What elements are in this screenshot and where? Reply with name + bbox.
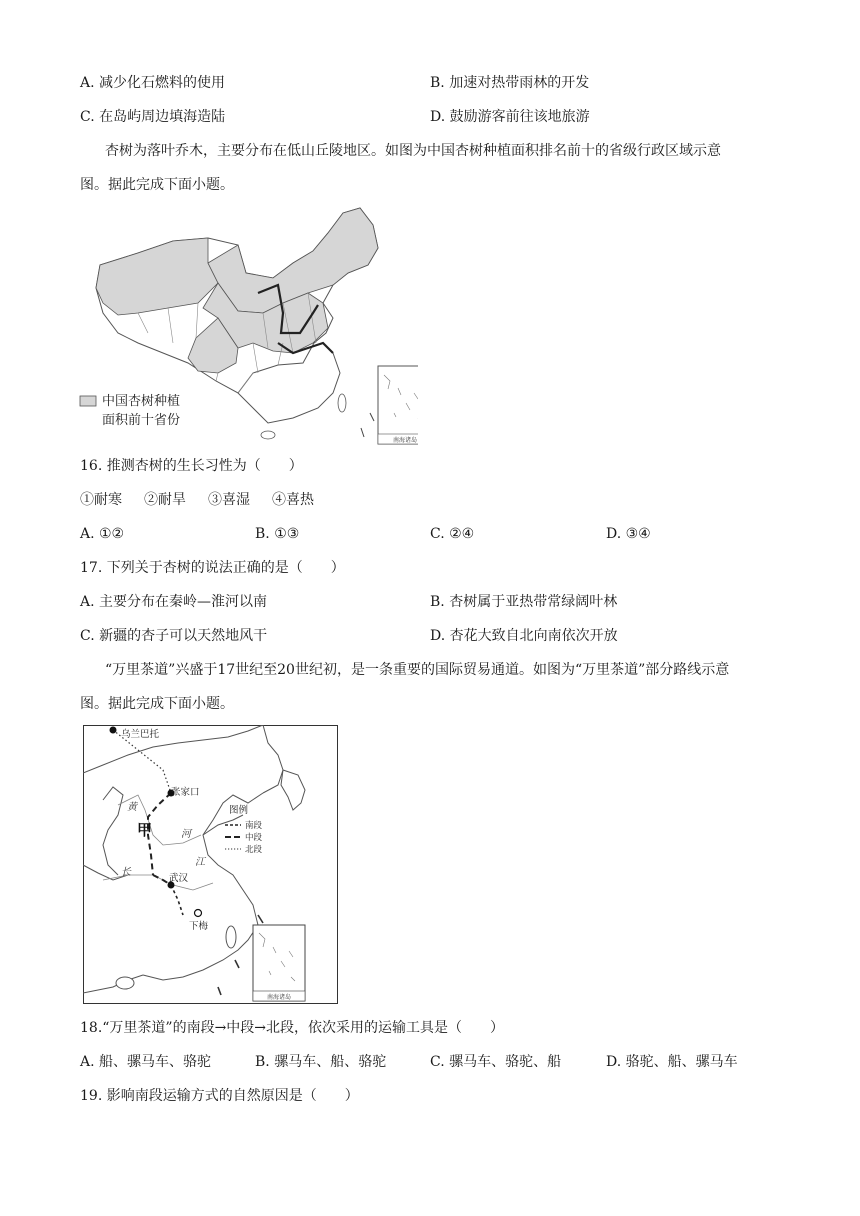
region-label-jia: 甲 [137,821,153,839]
tea-intro-line2: 图。据此完成下面小题。 [80,696,234,712]
q18-option-b: B. 骡马车、船、骆驼 [255,1054,387,1070]
q16-stem: 16. 推测杏树的生长习性为（ ） [80,458,303,474]
q18-stem: 18.“万里茶道”的南段→中段→北段，依次采用的运输工具是（ ） [80,1020,505,1036]
q16-item-1: ①耐寒 [80,492,122,508]
map1-legend-line2: 面积前十省份 [102,413,181,428]
legend-label-middle: 中段 [245,833,263,843]
q18-option-c: C. 骡马车、骆驼、船 [430,1054,562,1070]
tea-intro-line1: “万里茶道”兴盛于17世纪至20世纪初，是一条重要的国际贸易通道。如图为“万里茶道”部分路线示意 [105,662,730,678]
map1-legend-swatch [80,396,96,406]
q16-option-c: C. ②④ [430,526,475,542]
q17-option-c: C. 新疆的杏子可以天然地风干 [80,628,268,644]
china-apricot-map [78,203,418,445]
map2-legend-title: 图例 [229,805,249,816]
q18-option-a: A. 船、骡马车、骆驼 [80,1054,212,1070]
map1-legend-line1: 中国杏树种植 [102,394,181,409]
legend-label-north: 北段 [245,845,263,855]
q16-items [80,490,314,510]
city-label-ulaanbaatar: 乌兰巴托 [121,729,160,740]
map2-inset-label: 南海诸岛 [266,994,292,1001]
q17-option-d: D. 杏花大致自北向南依次开放 [430,628,618,644]
river-label-jiang: 江 [195,857,205,868]
q17-stem: 17. 下列关于杏树的说法正确的是（ ） [80,560,345,576]
q19-stem: 19. 影响南段运输方式的自然原因是（ ） [80,1088,359,1104]
apricot-intro-line2: 图。据此完成下面小题。 [80,177,234,193]
q15-option-b: B. 加速对热带雨林的开发 [430,75,590,91]
city-marker-ulaanbaatar [110,727,117,734]
q17-option-a: A. 主要分布在秦岭—淮河以南 [80,594,268,610]
q16-item-3: ③喜湿 [208,492,250,508]
map1-inset-label: 南海诸岛 [392,437,418,444]
city-marker-xiamei [195,910,202,917]
q16-option-d: D. ③④ [606,526,651,542]
river-label-huang: 黄 [127,802,137,813]
q16-item-2: ②耐旱 [144,492,186,508]
city-label-zhangjiakou: 张家口 [171,787,200,798]
q16-option-a: A. ①② [80,526,125,542]
q18-option-d: D. 骆驼、船、骡马车 [606,1054,738,1070]
q15-option-a: A. 减少化石燃料的使用 [80,75,226,91]
legend-label-south: 南段 [245,821,263,831]
q15-option-c: C. 在岛屿周边填海造陆 [80,109,226,125]
q16-option-b: B. ①③ [255,526,300,542]
apricot-intro-line1: 杏树为落叶乔木，主要分布在低山丘陵地区。如图为中国杏树种植面积排名前十的省级行政区域示意 [105,143,721,159]
river-label-chang: 长 [121,867,131,878]
q15-option-d: D. 鼓励游客前往该地旅游 [430,109,590,125]
tea-road-map [83,725,339,1005]
river-label-he: 河 [181,829,191,840]
q16-item-4: ④喜热 [272,492,314,508]
city-label-xiamei: 下梅 [189,921,209,932]
city-label-wuhan: 武汉 [169,873,189,884]
q17-option-b: B. 杏树属于亚热带常绿阔叶林 [430,594,618,610]
